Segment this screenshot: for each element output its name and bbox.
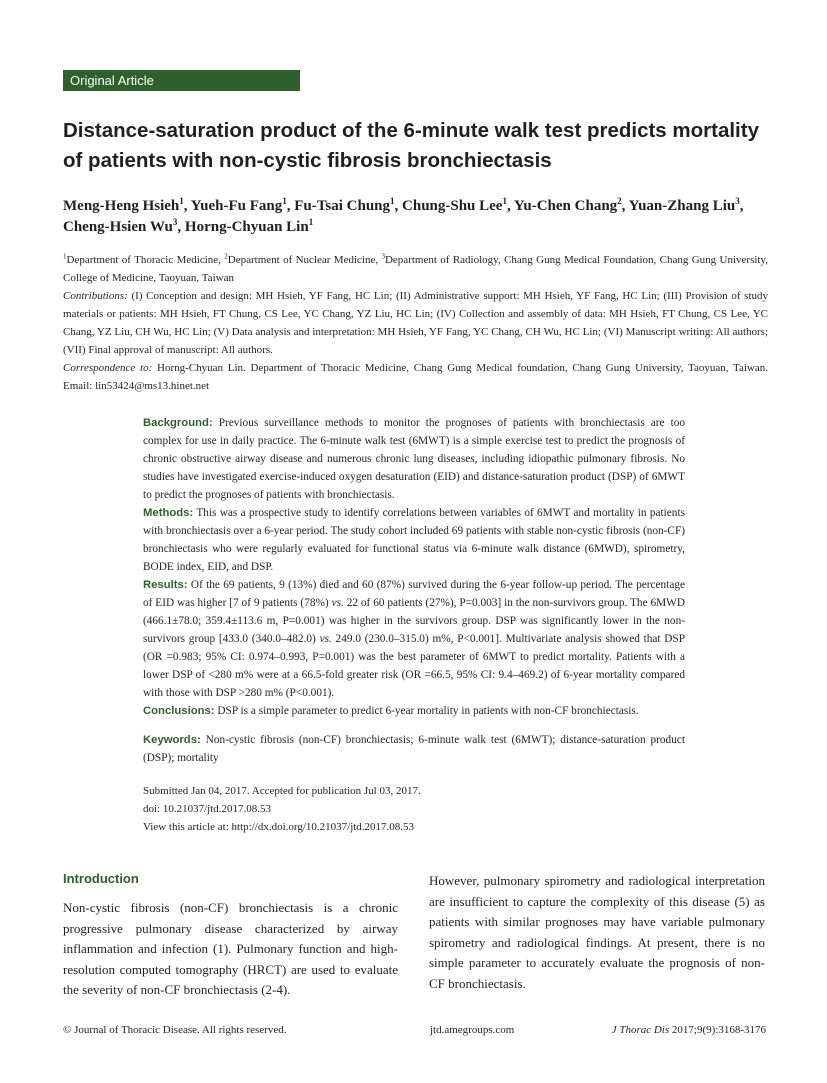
contributions — [63, 287, 768, 359]
author-separator: , — [739, 198, 744, 214]
author-affiliation-mark: 3 — [735, 196, 740, 206]
contributions-label: Contributions: — [63, 290, 128, 302]
abstract-text: Previous surveillance methods to monitor the prognoses of patients with bronchiectasis are too complex for use in daily practice. The 6-minute walk test (6MWT) is a simple exercise test to predict the prognosis of chronic obstructive airway disease and numerous chronic lung diseases, including idiopathic pulmonary fibrosis. No studies have investigated exercise-induced oxygen desaturation (EID) and distance-saturation product (DSP) of 6MWT to predict the prognoses of patients with bronchiectasis. — [143, 417, 686, 501]
author-name: Meng-Heng Hsieh — [63, 198, 180, 214]
author-affiliation-mark: 3 — [172, 217, 178, 227]
author-name: Yu-Chen Chang — [513, 198, 618, 214]
article-type-banner: Original Article — [63, 70, 300, 91]
abstract-text-italic: vs. — [319, 633, 332, 645]
abstract-heading: Methods: — [143, 507, 194, 519]
abstract-heading: Background: — [143, 417, 213, 429]
affiliation-text: Department of Thoracic Medicine, — [66, 254, 225, 266]
abstract-results — [143, 576, 685, 702]
affiliation-number: 1 — [63, 252, 67, 261]
author[interactable] — [514, 198, 629, 214]
author-affiliation-mark: 1 — [179, 196, 184, 206]
author[interactable] — [294, 198, 402, 214]
contributions-text: (I) Conception and design: MH Hsieh, YF Fang, HC Lin; (II) Administrative support: MH Hsieh, YF Fang, HC Lin; (III) Provision of study materials or patients: MH Hsieh, FT Chung, CS Lee, YC Chang, YZ Liu, HC Lin; (IV) Collection and assembly of data: MH Hsieh, FT Chung, CS Lee, YC Chang, YZ Liu, CH Wu, HC Lin; (V) Data analysis and interpretation: MH Hsieh, YF Fang, YC Chang, CH Wu, HC Lin; (VI) Manuscript writing: All authors; (VII) Final approval of manuscript: All authors. — [63, 290, 769, 356]
author-name: Horng-Chyuan Lin — [184, 219, 309, 235]
author-separator: , — [286, 198, 295, 214]
abstract-methods — [143, 504, 685, 576]
abstract — [143, 414, 685, 767]
footer-journal-name: J Thorac Dis — [611, 1024, 670, 1036]
author[interactable] — [191, 198, 295, 214]
correspondence — [63, 359, 768, 395]
author-separator: , — [183, 198, 191, 214]
author-separator: , — [177, 219, 185, 235]
abstract-background — [143, 414, 685, 504]
correspondence-label: Correspondence to: — [63, 362, 153, 374]
abstract-conclusions — [143, 702, 685, 720]
author-name: Yueh-Fu Fang — [190, 198, 283, 214]
view-article-link[interactable]: View this article at: http://dx.doi.org/10.21037/jtd.2017.08.53 — [143, 821, 415, 833]
affiliations — [63, 251, 768, 287]
author[interactable] — [63, 198, 191, 214]
affiliation-number: 2 — [224, 252, 228, 261]
keywords-heading: Keywords: — [143, 734, 201, 746]
body-column-right — [429, 871, 765, 994]
author-affiliation-mark: 1 — [390, 196, 395, 206]
author-separator: , — [506, 198, 514, 214]
author-affiliation-mark: 1 — [282, 196, 287, 206]
body-paragraph: However, pulmonary spirometry and radiological interpretation are insufficient to capture the complexity of this disease (5) as patients with similar prognoses may have variable pulmonary spirometry and radiological findings. At present, there is no simple parameter to accurately evaluate the prognosis of non-CF bronchiectasis. — [429, 873, 765, 991]
author-name: Fu-Tsai Chung — [294, 198, 391, 214]
affiliation-text: Department of Nuclear Medicine, — [227, 254, 382, 266]
correspondence-text[interactable]: Horng-Chyuan Lin. Department of Thoracic Medicine, Chang Gung Medical foundation, Chang Gung University, Taoyuan, Taiwan. Email: lin53424@ms13.hinet.net — [63, 362, 768, 392]
footer-copyright: © Journal of Thoracic Disease. All rights reserved. — [63, 1024, 287, 1036]
author[interactable] — [185, 219, 313, 235]
author-list — [63, 196, 768, 238]
abstract-text: Of the 69 patients, 9 (13%) died and 60 (87%) survived during the 6-year follow-up period. The percentage of EID was higher [7 of 9 patients (78%) — [143, 579, 685, 609]
author-affiliation-mark: 1 — [308, 217, 314, 227]
body-paragraph: Non-cystic fibrosis (non-CF) bronchiectasis is a chronic progressive pulmonary disease characterized by airway inflammation and infection (1). Pulmonary function and high-resolution computed tomography (HRCT) are used to evaluate the severity of non-CF bronchiectasis (2-4). — [63, 900, 398, 997]
abstract-text: DSP is a simple parameter to predict 6-year mortality in patients with non-CF bronchiectasis. — [217, 705, 639, 717]
footer-citation — [612, 1022, 766, 1038]
affiliations-block — [63, 251, 768, 395]
abstract-text: This was a prospective study to identify correlations between variables of 6MWT and mortality in patients with bronchiectasis over a 6-year period. The study cohort included 69 patients with stable non-cystic fibrosis (non-CF) bronchiectasis who were regularly evaluated for functional status via 6-minute walk distance (6MWD), spirometry, BODE index, EID, and DSP. — [143, 507, 685, 573]
author[interactable] — [63, 219, 185, 235]
author-name: Yuan-Zhang Liu — [628, 198, 736, 214]
submission-info — [143, 782, 685, 836]
article-title: Distance-saturation product of the 6-minute walk test predicts mortality of patients with non-cystic fibrosis bronchiectasis — [63, 119, 759, 172]
footer-site-link[interactable]: jtd.amegroups.com — [430, 1024, 515, 1036]
page-footer — [63, 1022, 766, 1038]
author[interactable] — [402, 198, 514, 214]
abstract-heading: Conclusions: — [143, 705, 215, 717]
footer-volume-pages: 2017;9(9):3168-3176 — [669, 1024, 766, 1036]
abstract-text-italic: vs. — [331, 597, 344, 609]
submission-dates: Submitted Jan 04, 2017. Accepted for publication Jul 03, 2017. — [143, 785, 421, 797]
author-name: Chung-Shu Lee — [402, 198, 503, 214]
doi[interactable]: doi: 10.21037/jtd.2017.08.53 — [143, 803, 272, 815]
keywords-text: Non-cystic fibrosis (non-CF) bronchiectasis; 6-minute walk test (6MWT); distance-saturation product (DSP); mortality — [143, 734, 686, 764]
author-separator: , — [394, 198, 403, 214]
abstract-text: 249.0 (230.0–315.0) m%, P<0.001]. Multivariate analysis showed that DSP (OR =0.983; 95% CI: 0.974–0.993, P=0.001) was the best parameter of 6MWT to predict mortality. Patients with a lower DSP of <280 m% were at a 66.5-fold greater risk (OR =66.5, 95% CI: 9.4–469.2) of 6-year mortality compared with those with DSP >280 m% (P<0.001). — [143, 633, 686, 699]
keywords — [143, 731, 685, 767]
abstract-text: 22 of 60 patients (27%), P=0.003] in the non-survivors group. The 6MWD (466.1±78.0; 359.4±113.6 m, P=0.001) was higher in the survivors group. DSP was significantly lower in the non-survivors group [433.0 (340.0–482.0) — [143, 597, 685, 645]
affiliation-number: 3 — [381, 252, 385, 261]
section-heading-introduction: Introduction — [63, 871, 139, 886]
author-affiliation-mark: 1 — [502, 196, 507, 206]
author-name: Cheng-Hsien Wu — [63, 219, 173, 235]
body-column-left — [63, 898, 398, 1001]
author[interactable] — [629, 198, 744, 214]
affiliation-text: Department of Radiology, Chang Gung Medical Foundation, Chang Gung University, College of Medicine, Taoyuan, Taiwan — [63, 254, 769, 284]
author-affiliation-mark: 2 — [617, 196, 622, 206]
abstract-heading: Results: — [143, 579, 188, 591]
author-separator: , — [621, 198, 629, 214]
